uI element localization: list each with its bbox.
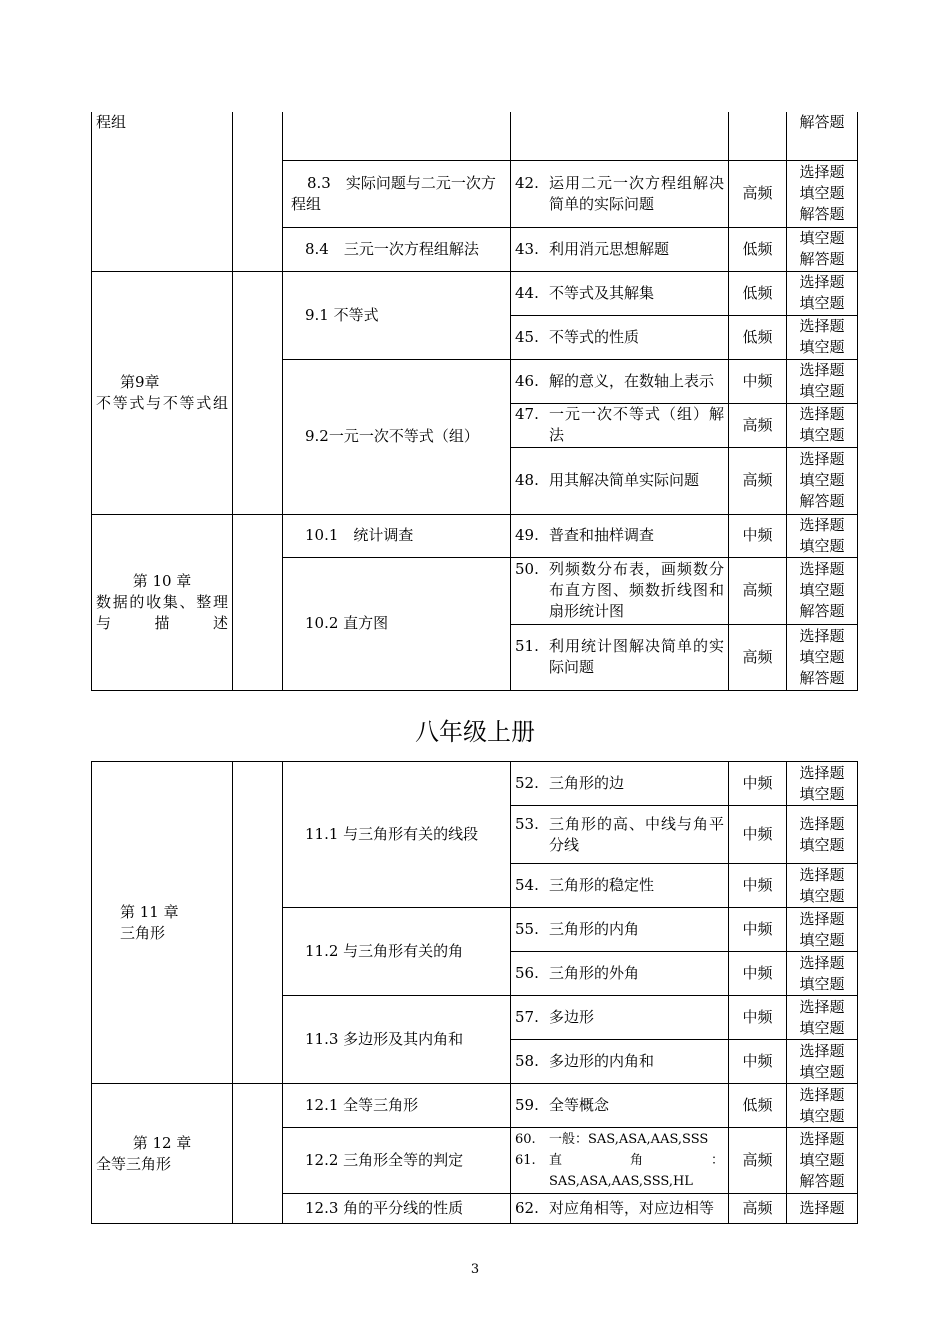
- type-cell: 选择题 填空题: [787, 359, 858, 403]
- type-cell: 选择题 填空题: [787, 514, 858, 557]
- point-cell: 51. 利用统计图解决简单的实际问题: [511, 624, 729, 690]
- point-cell: 42. 运用二元一次方程组解决简单的实际问题: [511, 160, 729, 227]
- syllabus-table-bottom: [91, 761, 858, 1224]
- section-cell: 11.2 与三角形有关的角: [283, 908, 511, 996]
- chapter-cell: 第 10 章 数据的收集、整理与描述: [92, 514, 233, 690]
- type-cell: 选择题 填空题 解答题: [787, 557, 858, 624]
- blank-cell: [233, 762, 283, 1084]
- freq-cell: 中频: [729, 806, 787, 864]
- point-cell: 57. 多边形: [511, 996, 729, 1040]
- type-cell: 选择题 填空题 解答题: [787, 624, 858, 690]
- section-cell: 12.3 角的平分线的性质: [283, 1194, 511, 1224]
- freq-cell: 低频: [729, 1084, 787, 1128]
- freq-cell: 中频: [729, 952, 787, 996]
- type-cell: 选择题 填空题: [787, 996, 858, 1040]
- point-cell: 44. 不等式及其解集: [511, 271, 729, 315]
- type-cell: 选择题 填空题: [787, 1040, 858, 1084]
- table-row: [92, 514, 858, 557]
- section-cell: 12.1 全等三角形: [283, 1084, 511, 1128]
- freq-cell: 中频: [729, 1040, 787, 1084]
- freq-cell: 中频: [729, 762, 787, 806]
- freq-cell: 低频: [729, 271, 787, 315]
- blank-cell: [233, 1084, 283, 1224]
- type-cell: 选择题 填空题: [787, 315, 858, 359]
- section-cell: 9.2一元一次不等式（组）: [283, 359, 511, 514]
- freq-cell: 中频: [729, 908, 787, 952]
- point-cell: 54. 三角形的稳定性: [511, 864, 729, 908]
- freq-cell: 高频: [729, 447, 787, 514]
- freq-cell: 中频: [729, 864, 787, 908]
- freq-cell: [729, 112, 787, 160]
- type-cell: 解答题: [787, 112, 858, 160]
- type-cell: 选择题 填空题: [787, 403, 858, 447]
- section-cell: 9.1 不等式: [283, 271, 511, 359]
- point-cell: 56. 三角形的外角: [511, 952, 729, 996]
- freq-cell: 高频: [729, 624, 787, 690]
- type-cell: 选择题 填空题 解答题: [787, 447, 858, 514]
- point-cell: 46. 解的意义，在数轴上表示: [511, 359, 729, 403]
- freq-cell: 高频: [729, 160, 787, 227]
- freq-cell: 低频: [729, 227, 787, 271]
- freq-cell: 高频: [729, 557, 787, 624]
- table-row: [92, 762, 858, 806]
- type-cell: 填空题 解答题: [787, 227, 858, 271]
- point-cell: [511, 112, 729, 160]
- page-number: 3: [470, 1262, 480, 1277]
- blank-cell: [233, 112, 283, 271]
- point-cell: 58. 多边形的内角和: [511, 1040, 729, 1084]
- section-cell: 8.4 三元一次方程组解法: [283, 227, 511, 271]
- section-cell: 12.2 三角形全等的判定: [283, 1128, 511, 1194]
- table-row: [92, 1084, 858, 1128]
- chapter-cell: 程组: [92, 112, 233, 271]
- type-cell: 选择题 填空题: [787, 952, 858, 996]
- grade-heading: 八年级上册: [415, 718, 535, 746]
- syllabus-table-top: [91, 112, 858, 691]
- point-cell: 52. 三角形的边: [511, 762, 729, 806]
- table-row: [92, 271, 858, 315]
- blank-cell: [233, 514, 283, 690]
- freq-cell: 中频: [729, 514, 787, 557]
- freq-cell: 低频: [729, 315, 787, 359]
- chapter-cell: 第9章 不等式与不等式组: [92, 271, 233, 514]
- point-cell: 60. 一般：SAS,ASA,AAS,SSS 61. 直角：SAS,ASA,AAS,SSS,HL: [511, 1128, 729, 1194]
- point-cell: 53. 三角形的高、中线与角平分线: [511, 806, 729, 864]
- point-cell: 55. 三角形的内角: [511, 908, 729, 952]
- freq-cell: 中频: [729, 359, 787, 403]
- freq-cell: 高频: [729, 403, 787, 447]
- freq-cell: 中频: [729, 996, 787, 1040]
- section-cell: 11.3 多边形及其内角和: [283, 996, 511, 1084]
- freq-cell: 高频: [729, 1194, 787, 1224]
- type-cell: 选择题 填空题: [787, 762, 858, 806]
- point-cell: 47. 一元一次不等式（组）解法: [511, 403, 729, 447]
- blank-cell: [233, 271, 283, 514]
- point-cell: 49. 普查和抽样调查: [511, 514, 729, 557]
- section-cell: 10.2 直方图: [283, 557, 511, 690]
- point-cell: 59. 全等概念: [511, 1084, 729, 1128]
- type-cell: 选择题: [787, 1194, 858, 1224]
- section-cell: 8.3 实际问题与二元一次方程组: [283, 160, 511, 227]
- section-cell: 11.1 与三角形有关的线段: [283, 762, 511, 908]
- point-cell: 48. 用其解决简单实际问题: [511, 447, 729, 514]
- point-cell: 62. 对应角相等，对应边相等: [511, 1194, 729, 1224]
- type-cell: 选择题 填空题: [787, 864, 858, 908]
- point-cell: 45. 不等式的性质: [511, 315, 729, 359]
- type-cell: 选择题 填空题: [787, 908, 858, 952]
- freq-cell: 高频: [729, 1128, 787, 1194]
- table-row: [92, 112, 858, 160]
- type-cell: 选择题 填空题: [787, 806, 858, 864]
- point-cell: 50. 列频数分布表，画频数分布直方图、频数折线图和扇形统计图: [511, 557, 729, 624]
- section-cell: 10.1 统计调查: [283, 514, 511, 557]
- section-cell: [283, 112, 511, 160]
- chapter-cell: 第 11 章 三角形: [92, 762, 233, 1084]
- point-cell: 43. 利用消元思想解题: [511, 227, 729, 271]
- type-cell: 选择题 填空题: [787, 1084, 858, 1128]
- type-cell: 选择题 填空题 解答题: [787, 160, 858, 227]
- chapter-cell: 第 12 章 全等三角形: [92, 1084, 233, 1224]
- type-cell: 选择题 填空题: [787, 271, 858, 315]
- type-cell: 选择题 填空题 解答题: [787, 1128, 858, 1194]
